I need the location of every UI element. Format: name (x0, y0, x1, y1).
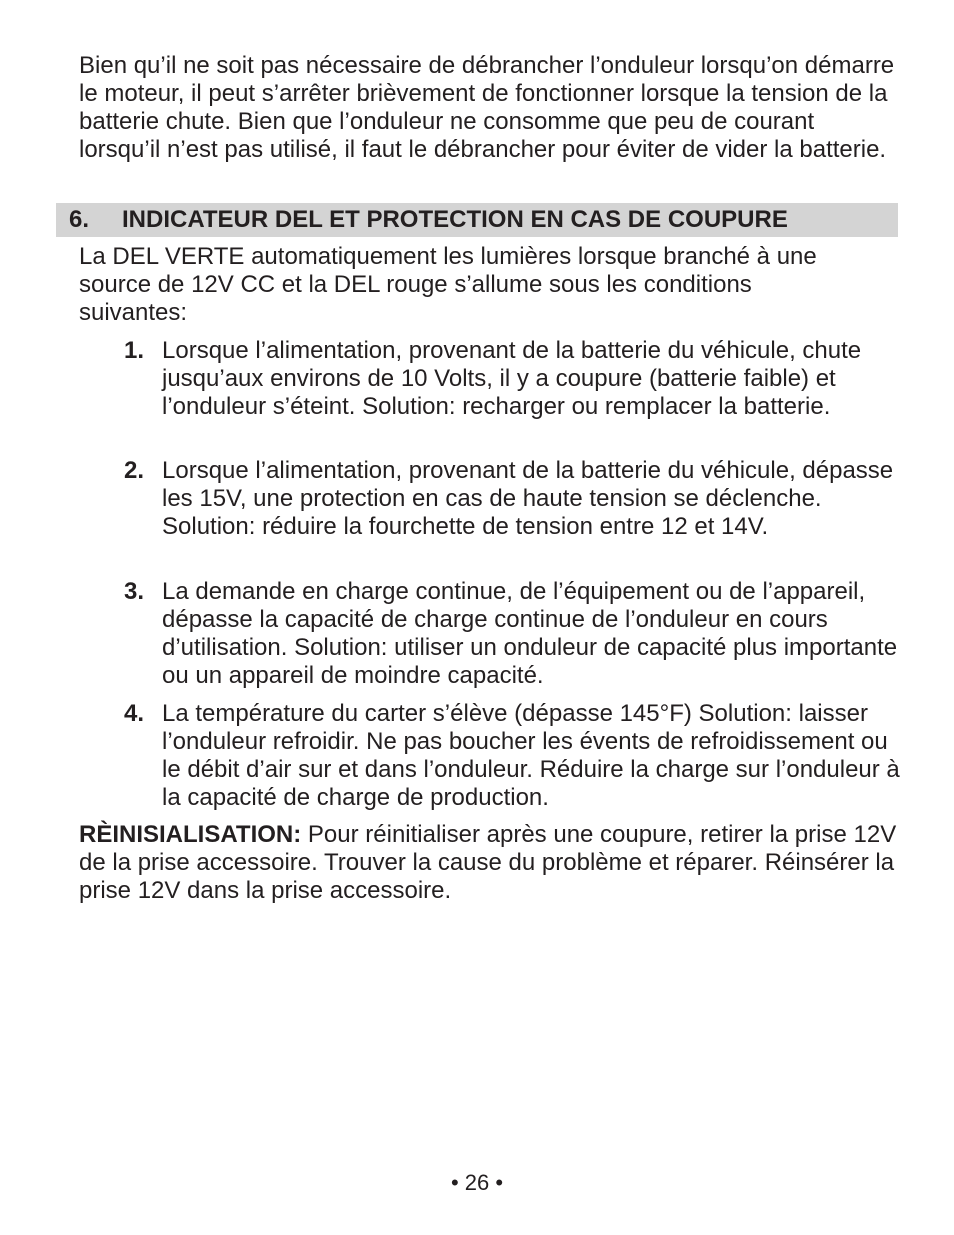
list-item-number: 1. (124, 337, 145, 364)
section-heading (56, 203, 898, 237)
list-item-number: 4. (124, 700, 145, 727)
intro-paragraph: Bien qu’il ne soit pas nécessaire de débrancher l’onduleur lorsqu’on démarre le moteur, il peut s’arrêter brièvement de fonctionner lorsque la tension de la batterie chute. Bien que l’onduleur ne consomme que peu de courant lorsqu’il n’est pas utilisé, il faut le débrancher pour éviter de vider la batterie. (79, 52, 895, 163)
section-number: 6. (69, 206, 90, 233)
section-lead-paragraph: La DEL VERTE automatiquement les lumières lorsque branché à une source de 12V CC et la DEL rouge s’allume sous les conditions suivantes: (79, 243, 817, 326)
reset-label: RÈINISIALISATION: (79, 821, 302, 848)
reset-paragraph (79, 821, 899, 905)
reset-text: Pour réinitialiser après une coupure, retirer la prise 12V de la prise accessoire. Trouver la cause du problème et réparer. Réinsérer la prise 12V dans la prise accessoire. (79, 821, 897, 904)
list-item-text: Lorsque l’alimentation, provenant de la batterie du véhicule, dépasse les 15V, une protection en cas de haute tension se déclenche. Solution: réduire la fourchette de tension entre 12 et 14V. (162, 457, 894, 540)
list-item-text: Lorsque l’alimentation, provenant de la batterie du véhicule, chute jusqu’aux environs de 10 Volts, il y a coupure (batterie faible) et l’onduleur s’éteint. Solution: recharger ou remplacer la batterie. (162, 337, 862, 420)
page-number: • 26 • (450, 1170, 504, 1195)
section-title: INDICATEUR DEL ET PROTECTION EN CAS DE COUPURE (122, 206, 788, 233)
list-item-text: La température du carter s’élève (dépasse 145°F) Solution: laisser l’onduleur refroidir. Ne pas boucher les évents de refroidissement ou le débit d’air sur et dans l’onduleur. Réduire la charge sur l’onduleur à la capacité de charge de production. (162, 700, 900, 811)
list-item-number: 3. (124, 578, 145, 605)
list-item-number: 2. (124, 457, 145, 484)
list-item-text: La demande en charge continue, de l’équipement ou de l’appareil, dépasse la capacité de charge continue de l’onduleur en cours d’utilisation. Solution: utiliser un onduleur de capacité plus importante ou un appareil de moindre capacité. (162, 578, 898, 689)
